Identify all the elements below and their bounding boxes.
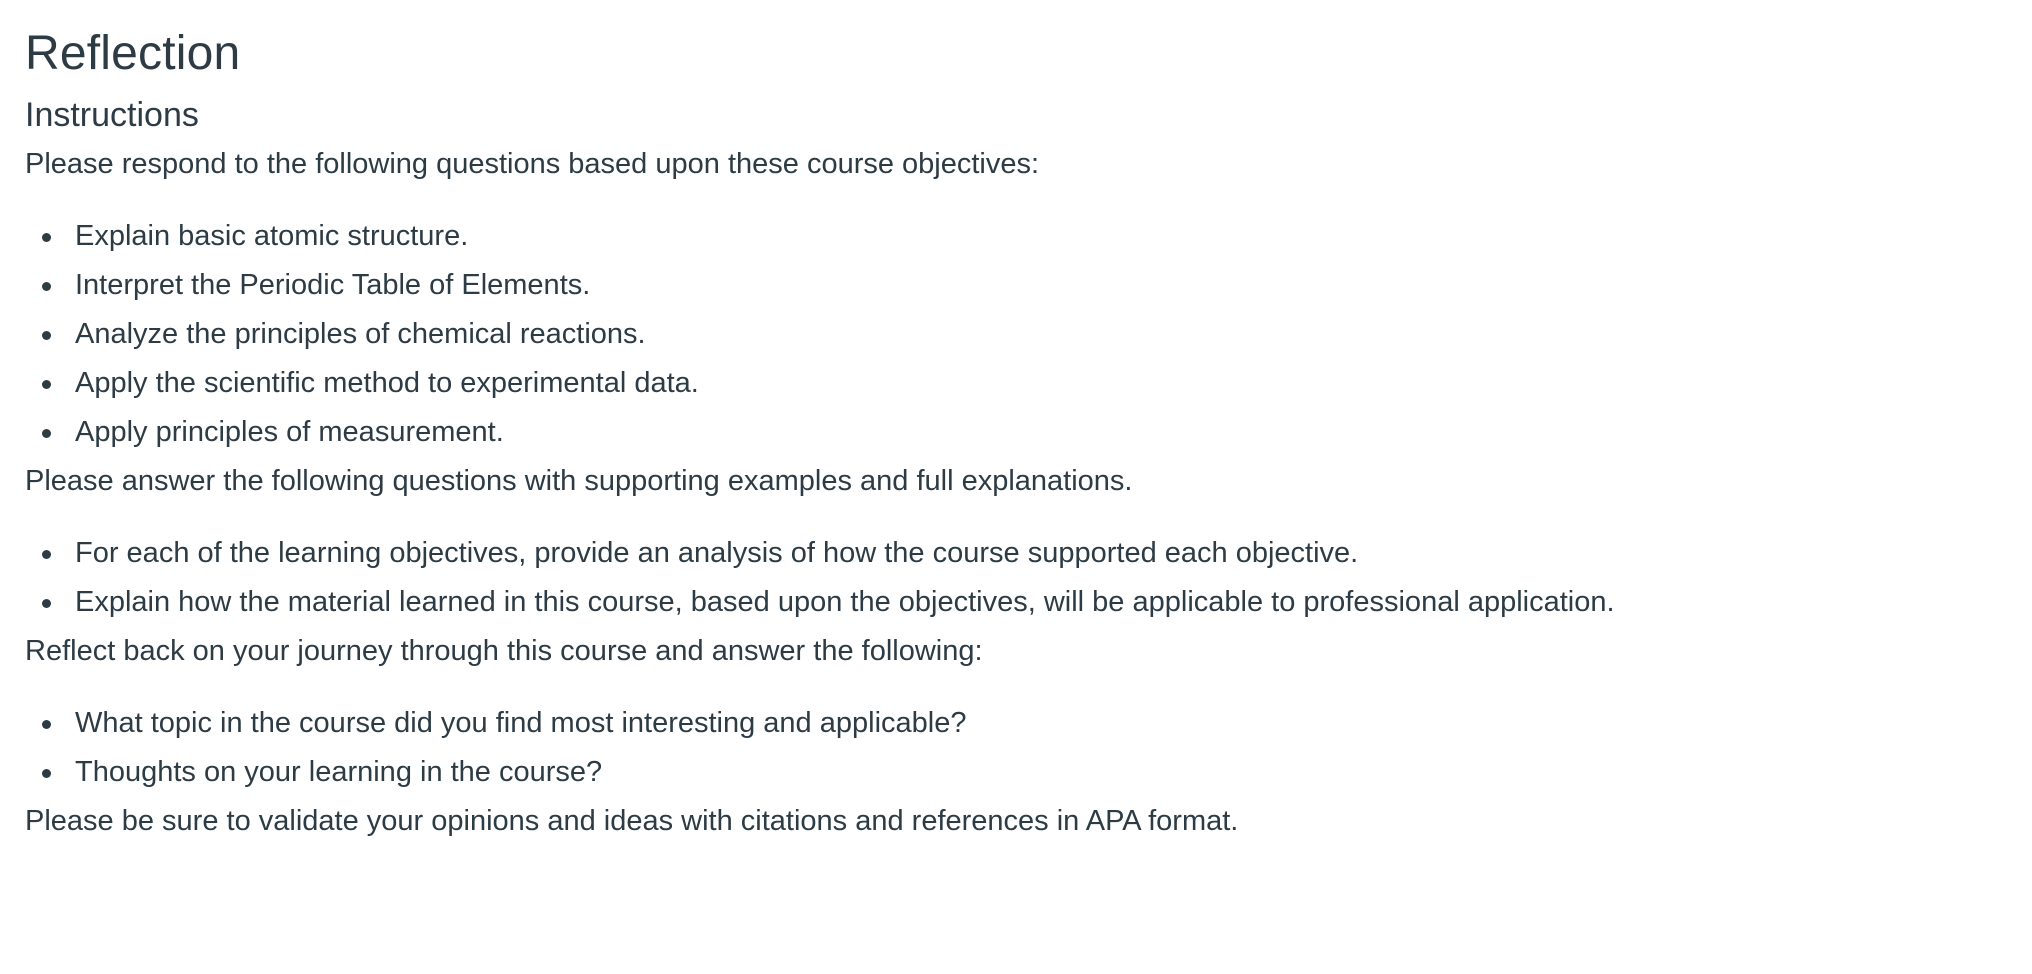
list-item xyxy=(75,212,2007,261)
list-item xyxy=(75,408,2007,457)
list-item xyxy=(75,578,2007,627)
list-item xyxy=(75,699,2007,748)
list-item-text: For each of the learning objectives, provide an analysis of how the course supported each objective. xyxy=(75,537,1359,569)
list-item xyxy=(75,359,2007,408)
bullet-icon xyxy=(42,769,51,778)
objectives-list xyxy=(25,212,2007,457)
bullet-icon xyxy=(42,331,51,340)
instructions-heading: Instructions xyxy=(25,96,199,134)
intro-paragraph: Please respond to the following questions based upon these course objectives: xyxy=(25,148,1040,180)
list-item-text: Analyze the principles of chemical reactions. xyxy=(75,318,646,350)
bullet-icon xyxy=(42,282,51,291)
reflect-prompt-paragraph: Reflect back on your journey through this course and answer the following: xyxy=(25,635,983,667)
list-item-text: Interpret the Periodic Table of Elements. xyxy=(75,269,591,301)
reflect-questions-list xyxy=(25,699,2007,797)
closing-paragraph: Please be sure to validate your opinions and ideas with citations and references in APA format. xyxy=(25,805,1239,837)
list-item-text: Explain basic atomic structure. xyxy=(75,220,469,252)
bullet-icon xyxy=(42,429,51,438)
bullet-icon xyxy=(42,380,51,389)
bullet-icon xyxy=(42,720,51,729)
page-title: Reflection xyxy=(25,27,241,80)
list-item-text: Apply principles of measurement. xyxy=(75,416,504,448)
answer-prompt-paragraph: Please answer the following questions with supporting examples and full explanations. xyxy=(25,465,1133,497)
list-item-text: Thoughts on your learning in the course? xyxy=(75,756,603,788)
answer-questions-list xyxy=(25,529,2007,627)
list-item xyxy=(75,261,2007,310)
bullet-icon xyxy=(42,550,51,559)
list-item xyxy=(75,529,2007,578)
bullet-icon xyxy=(42,233,51,242)
list-item xyxy=(75,748,2007,797)
list-item-text: Explain how the material learned in this course, based upon the objectives, will be applicable to professional application. xyxy=(75,586,1615,618)
list-item-text: Apply the scientific method to experimental data. xyxy=(75,367,699,399)
bullet-icon xyxy=(42,599,51,608)
list-item xyxy=(75,310,2007,359)
list-item-text: What topic in the course did you find most interesting and applicable? xyxy=(75,707,967,739)
